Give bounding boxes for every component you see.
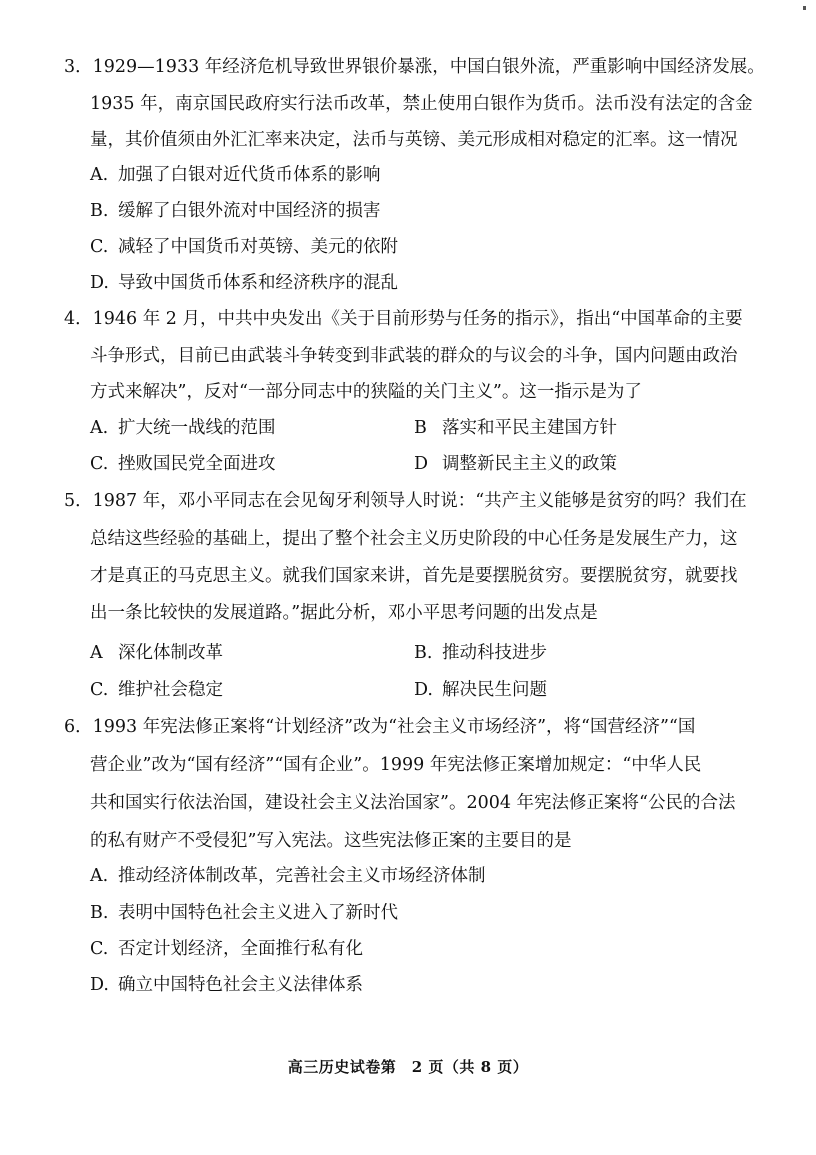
q5-option-a: [90, 641, 223, 665]
option-text: 推动经济体制改革，完善社会主义市场经济体制: [118, 866, 486, 886]
option-text: 落实和平民主建国方针: [442, 418, 617, 438]
option-text: 加强了白银对近代货币体系的影响: [118, 165, 381, 185]
option-text: 维护社会稳定: [118, 680, 223, 700]
q4-stem-line-2: 斗争形式，目前已由武装斗争转变到非武装的群众的与议会的斗争，国内问题由政治: [90, 346, 738, 366]
q4-stem-line-3: 方式来解决”，反对“一部分同志中的狭隘的关门主义”。这一指示是为了: [90, 382, 642, 402]
q6-stem-line-3: 共和国实行依法治国，建设社会主义法治国家”。2004 年宪法修正案将“公民的合法: [90, 793, 736, 813]
q5-option-b: [414, 641, 547, 665]
option-text: 深化体制改革: [118, 643, 223, 663]
option-letter: D.: [90, 975, 109, 995]
q5-stem-line-3: 才是真正的马克思主义。就我们国家来讲，首先是要摆脱贫穷。要摆脱贫穷，就要找: [90, 566, 738, 586]
option-letter: C.: [90, 680, 109, 700]
option-letter: C.: [90, 237, 109, 257]
option-text: 确立中国特色社会主义法律体系: [118, 975, 363, 995]
option-text: 导致中国货币体系和经济秩序的混乱: [118, 273, 398, 293]
option-letter: D: [414, 454, 429, 474]
q4-option-d: [414, 452, 617, 476]
q5-stem-line-1: 5．1987 年，邓小平同志在会见匈牙利领导人时说：“共产主义能够是贫穷的吗？我们在: [64, 491, 747, 511]
option-letter: B: [414, 418, 427, 438]
option-text: 表明中国特色社会主义进入了新时代: [118, 903, 398, 923]
q6-option-d: [90, 973, 363, 997]
q3-stem-line-3: 量，其价值须由外汇汇率来决定，法币与英镑、美元形成相对稳定的汇率。这一情况: [90, 130, 738, 150]
option-letter: A.: [90, 165, 109, 185]
q3-option-d: [90, 271, 398, 295]
page-footer: 高三历史试卷第 2 页（共 8 页）: [287, 1058, 529, 1076]
option-letter: D.: [414, 680, 433, 700]
q6-option-c: [90, 937, 363, 961]
q5-option-c: [90, 678, 223, 702]
option-text: 扩大统一战线的范围: [118, 418, 276, 438]
q3-option-c: [90, 235, 398, 259]
option-letter: B.: [90, 201, 109, 221]
option-letter: A: [90, 643, 103, 663]
q4-stem-line-1: 4．1946 年 2 月，中共中央发出《关于目前形势与任务的指示》，指出“中国革命的主要: [64, 309, 743, 329]
q3-stem-line-1: 3．1929—1933 年经济危机导致世界银价暴涨，中国白银外流，严重影响中国经济发展。: [64, 57, 765, 77]
q6-option-a: [90, 864, 486, 888]
q5-option-d: [414, 678, 547, 702]
q4-option-c: [90, 452, 276, 476]
option-text: 解决民生问题: [442, 680, 547, 700]
q5-stem-line-4: 出一条比较快的发展道路。”据此分析，邓小平思考问题的出发点是: [90, 603, 598, 623]
q6-stem-line-2: 营企业”改为“国有经济”“国有企业”。1999 年宪法修正案增加规定：“中华人民: [90, 755, 702, 775]
option-letter: B.: [90, 903, 109, 923]
q3-option-a: [90, 163, 381, 187]
q6-stem-line-1: 6．1993 年宪法修正案将“计划经济”改为“社会主义市场经济”，将“国营经济”“国: [64, 717, 696, 737]
q4-option-a: [90, 416, 276, 440]
option-text: 调整新民主主义的政策: [442, 454, 617, 474]
option-text: 推动科技进步: [442, 643, 547, 663]
option-letter: A.: [90, 418, 109, 438]
option-text: 缓解了白银外流对中国经济的损害: [118, 201, 381, 221]
q4-option-b: [414, 416, 617, 440]
option-text: 否定计划经济，全面推行私有化: [118, 939, 363, 959]
q3-stem-line-2: 1935 年，南京国民政府实行法币改革，禁止使用白银作为货币。法币没有法定的含金: [90, 94, 753, 114]
option-letter: B.: [414, 643, 433, 663]
scan-speck: [803, 6, 806, 10]
option-text: 减轻了中国货币对英镑、美元的依附: [118, 237, 398, 257]
option-letter: C.: [90, 454, 109, 474]
q6-option-b: [90, 901, 398, 925]
q6-stem-line-4: 的私有财产不受侵犯”写入宪法。这些宪法修正案的主要目的是: [90, 831, 572, 851]
q3-option-b: [90, 199, 381, 223]
option-letter: C.: [90, 939, 109, 959]
option-letter: A.: [90, 866, 109, 886]
option-letter: D.: [90, 273, 109, 293]
option-text: 挫败国民党全面进攻: [118, 454, 276, 474]
q5-stem-line-2: 总结这些经验的基础上，提出了整个社会主义历史阶段的中心任务是发展生产力，这: [90, 529, 738, 549]
